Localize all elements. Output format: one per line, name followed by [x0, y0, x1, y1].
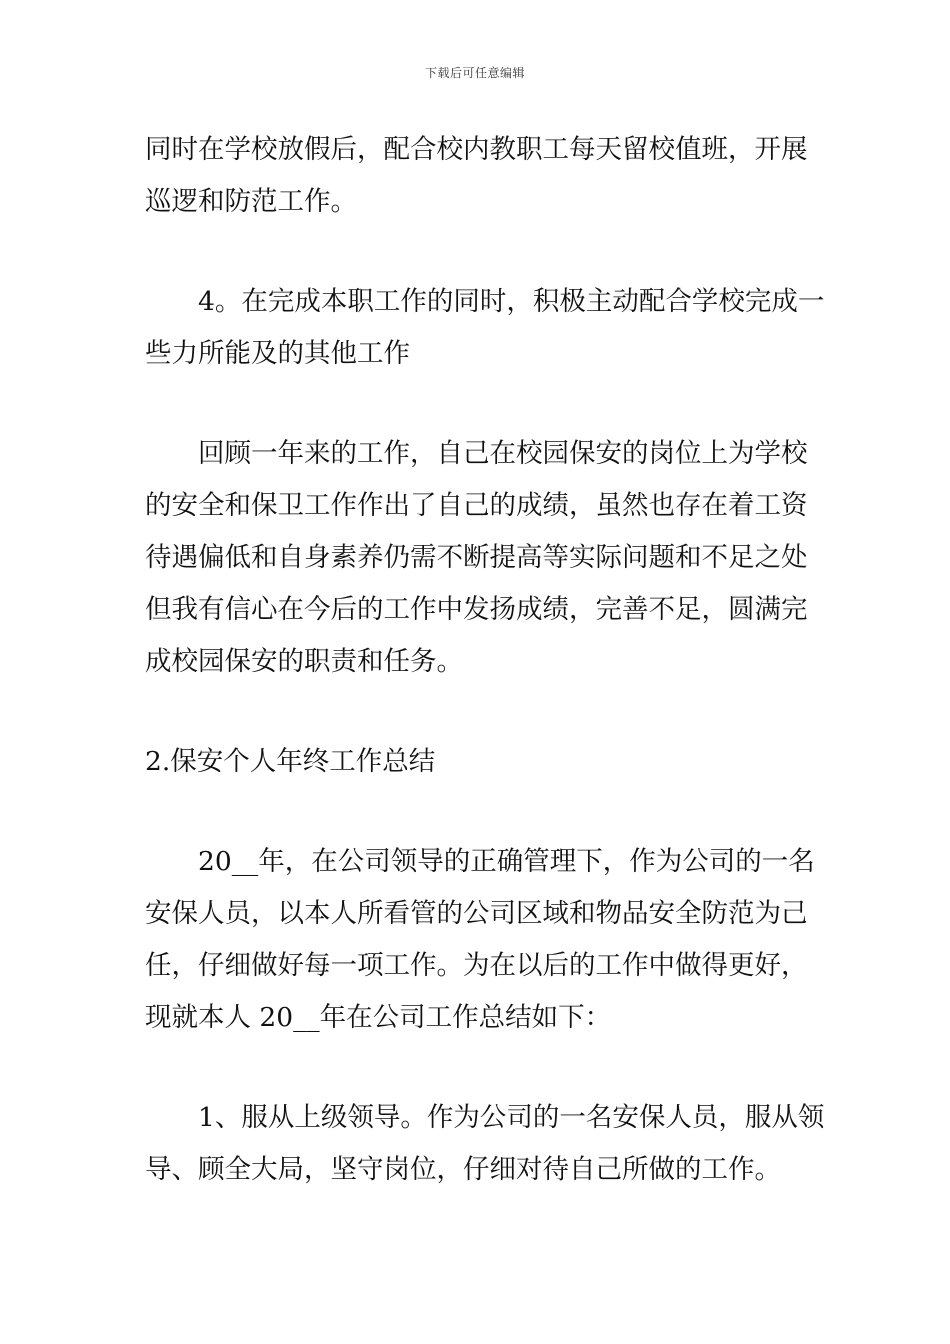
text-line: 现就本人 20__年在公司工作总结如下：: [145, 1002, 612, 1033]
paragraph-item-1: [145, 1092, 825, 1196]
text-line: 导、顾全大局，坚守岗位，仔细对待自己所做的工作。: [145, 1154, 781, 1185]
text-line: 4。在完成本职工作的同时，积极主动配合学校完成一: [198, 286, 825, 317]
text-line: 1、服从上级领导。作为公司的一名安保人员，服从领: [198, 1102, 825, 1133]
paragraph-review: [145, 428, 810, 688]
text-line: 同时在学校放假后，配合校内教职工每天留校值班，开展: [145, 134, 808, 165]
text-line: 20__年，在公司领导的正确管理下，作为公司的一名: [198, 846, 815, 877]
section-heading-text: 2.保安个人年终工作总结: [145, 746, 436, 777]
section-heading: [145, 736, 810, 788]
text-line: 待遇偏低和自身素养仍需不断提高等实际问题和不足之处: [145, 542, 808, 573]
paragraph-intro: [145, 836, 815, 1044]
document-body: [145, 124, 825, 1196]
text-line: 回顾一年来的工作，自己在校园保安的岗位上为学校: [198, 438, 808, 469]
text-line: 的安全和保卫工作作出了自己的成绩，虽然也存在着工资: [145, 490, 808, 521]
paragraph-duty-4: [145, 276, 825, 380]
page-header: 下载后可任意编辑: [424, 66, 525, 80]
text-line: 任，仔细做好每一项工作。为在以后的工作中做得更好，: [145, 950, 808, 981]
text-line: 些力所能及的其他工作: [145, 338, 410, 369]
text-line: 成校园保安的职责和任务。: [145, 646, 463, 677]
text-line: 巡逻和防范工作。: [145, 186, 357, 217]
text-line: 但我有信心在今后的工作中发扬成绩，完善不足，圆满完: [145, 594, 808, 625]
text-line: 安保人员，以本人所看管的公司区域和物品安全防范为己: [145, 898, 808, 929]
paragraph-duty-3-continued: [145, 124, 810, 228]
